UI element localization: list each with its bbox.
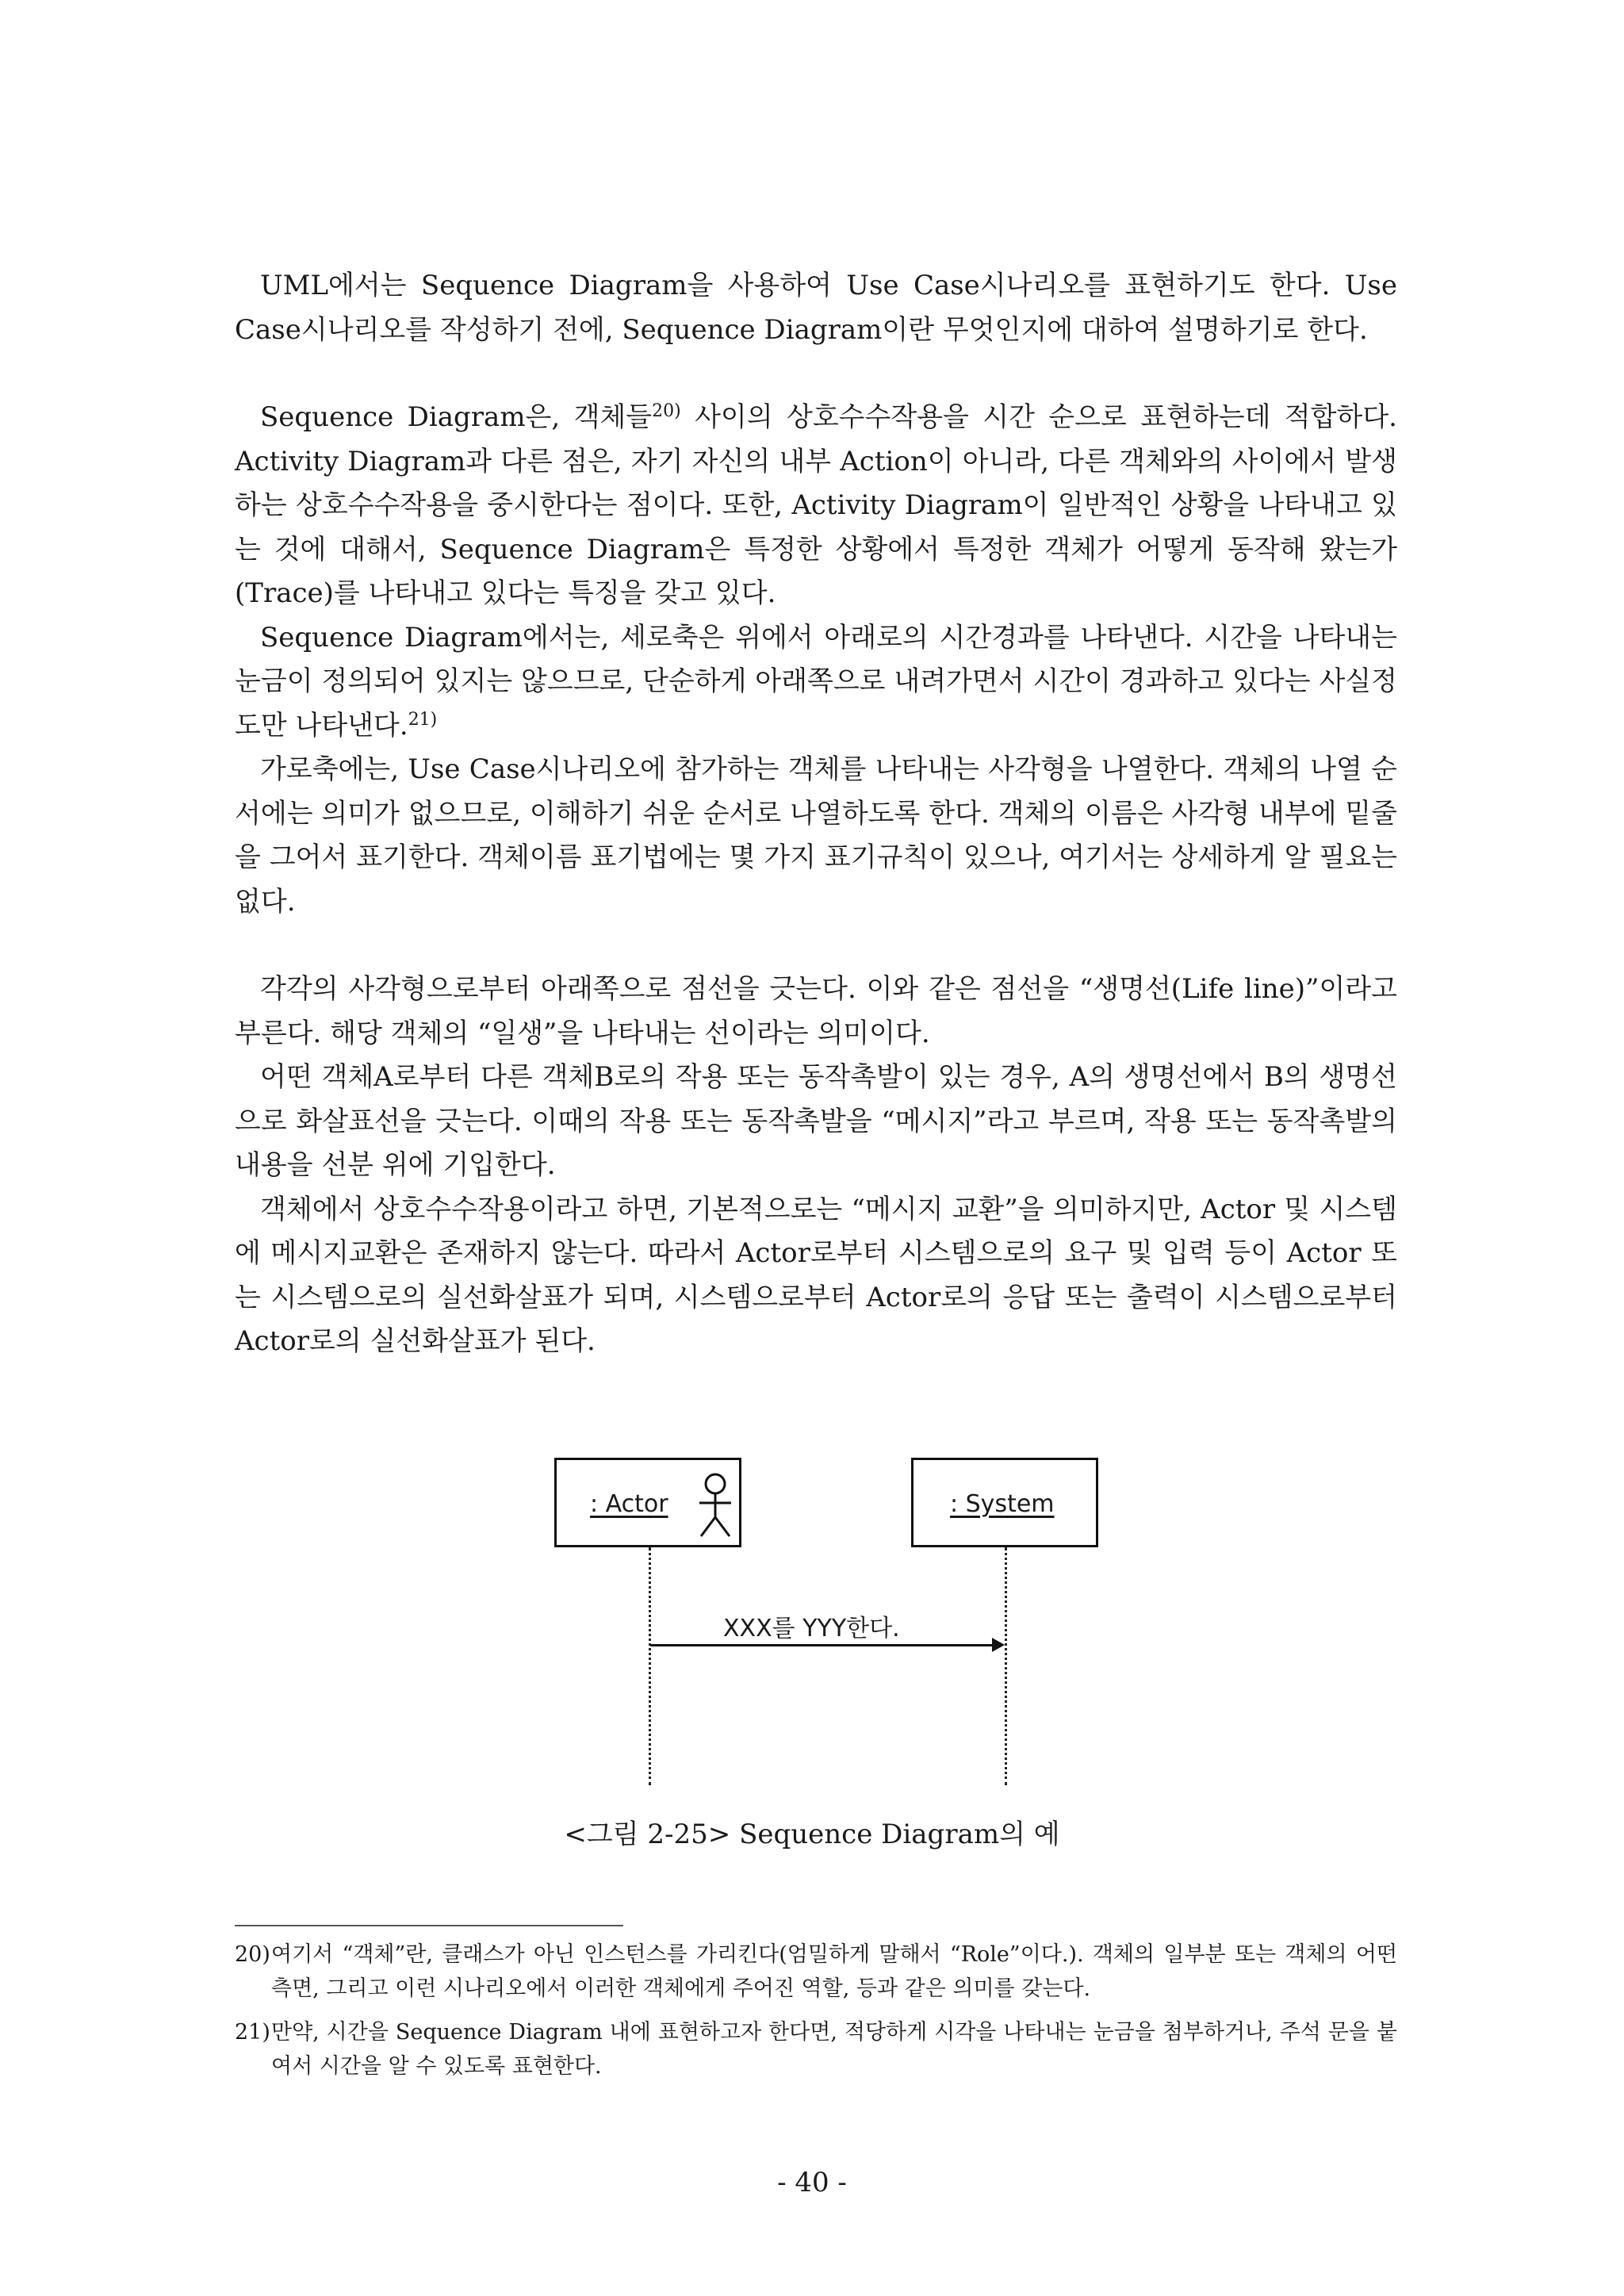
message-label: XXX를 YYY한다. <box>723 1615 900 1642</box>
footnote-divider <box>235 1925 623 1926</box>
paragraph-3 <box>235 616 1397 749</box>
actor-object-box <box>554 1458 741 1547</box>
system-object-box <box>911 1458 1098 1547</box>
paragraph-2-end: 사이의 상호수수작용을 시간 순으로 표현하는데 적합하다. Activity Diagram과 다른 점은, 자기 자신의 내부 Action이 아니라, 다른 객체와의 사이에서 발생하는 상호수수작용을 중시한다는 점이다. 또한, Activity Diagram이 일반적인 상황을 나타내고 있는 것에 대해서, Sequence Diagram은 특정한 상황에서 특정한 객체가 어떻게 동작해 왔는가(Trace)를 나타내고 있다는 특징을 갖고 있다. <box>235 401 1397 609</box>
paragraph-7: 객체에서 상호수수작용이라고 하면, 기본적으로는 “메시지 교환”을 의미하지만, Actor 및 시스템에 메시지교환은 존재하지 않는다. 따라서 Actor로부터 시스템으로의 요구 및 입력 등이 Actor 또는 시스템으로의 실선화살표가 되며, 시스템으로부터 Actor로의 응답 또는 출력이 시스템으로부터 Actor로의 실선화살표가 된다. <box>235 1193 1397 1357</box>
footnotes <box>235 1938 1397 2093</box>
footnote-21 <box>235 2015 1397 2083</box>
message-arrowhead <box>992 1638 1005 1652</box>
page-number: - 40 - <box>777 2167 847 2198</box>
paragraph-2 <box>235 396 1397 616</box>
stick-figure-icon <box>695 1471 736 1546</box>
footnote-text: 만약, 시간을 Sequence Diagram 내에 표현하고자 한다면, 적당하게 시각을 나타내는 눈금을 첨부하거나, 주석 문을 붙여서 시간을 알 수 있도록 표현한다. <box>271 2020 1397 2079</box>
body-text <box>235 264 1397 1364</box>
message-arrow-line <box>650 1644 993 1646</box>
paragraph-6: 어떤 객체A로부터 다른 객체B로의 작용 또는 동작촉발이 있는 경우, A의 생명선에서 B의 생명선으로 화살표선을 긋는다. 이때의 작용 또는 동작촉발을 “메시지”라고 부르며, 작용 또는 동작촉발의 내용을 선분 위에 기입한다. <box>235 1061 1397 1181</box>
system-lifeline <box>1005 1547 1007 1785</box>
paragraph-2-start: Sequence Diagram은, 객체들 <box>260 401 653 433</box>
footnote-number: 21) <box>235 2020 270 2045</box>
system-object-label: : System <box>950 1490 1055 1518</box>
sequence-diagram <box>547 1451 1102 1800</box>
footnote-20 <box>235 1938 1397 2006</box>
paragraph-3-text: Sequence Diagram에서는, 세로축은 위에서 아래로의 시간경과를 나타낸다. 시간을 나타내는 눈금이 정의되어 있지는 않으므로, 단순하게 아래쪽으로 내려가면서 시간이 경과하고 있다는 사실정도만 나타낸다. <box>235 621 1398 742</box>
actor-object-label: : Actor <box>590 1490 668 1518</box>
paragraph-5: 각각의 사각형으로부터 아래쪽으로 점선을 긋는다. 이와 같은 점선을 “생명선(Life line)”이라고 부른다. 해당 객체의 “일생”을 나타내는 선이라는 의미이다. <box>235 973 1397 1049</box>
footnote-number: 20) <box>235 1942 270 1967</box>
paragraph-1: UML에서는 Sequence Diagram을 사용하여 Use Case시나리오를 표현하기도 한다. Use Case시나리오를 작성하기 전에, Sequence Diagram이란 무엇인지에 대하여 설명하기로 한다. <box>235 270 1397 346</box>
figure-caption: <그림 2-25> Sequence Diagram의 예 <box>564 1819 1060 1850</box>
footnote-ref-21: 21) <box>408 709 438 730</box>
actor-lifeline <box>649 1547 651 1785</box>
footnote-text: 여기서 “객체”란, 클래스가 아닌 인스턴스를 가리킨다(엄밀하게 말해서 “Role”이다.). 객체의 일부분 또는 객체의 어떤 측면, 그리고 이런 시나리오에서 이러한 객체에게 주어진 역할, 등과 같은 의미를 갖는다. <box>271 1942 1397 2001</box>
paragraph-4: 가로축에는, Use Case시나리오에 참가하는 객체를 나타내는 사각형을 나열한다. 객체의 나열 순서에는 의미가 없으므로, 이해하기 쉬운 순서로 나열하도록 한다. 객체의 이름은 사각형 내부에 밑줄을 그어서 표기한다. 객체이름 표기법에는 몇 가지 표기규칙이 있으나, 여기서는 상세하게 알 필요는 없다. <box>235 753 1397 918</box>
footnote-ref-20: 20) <box>652 401 681 421</box>
